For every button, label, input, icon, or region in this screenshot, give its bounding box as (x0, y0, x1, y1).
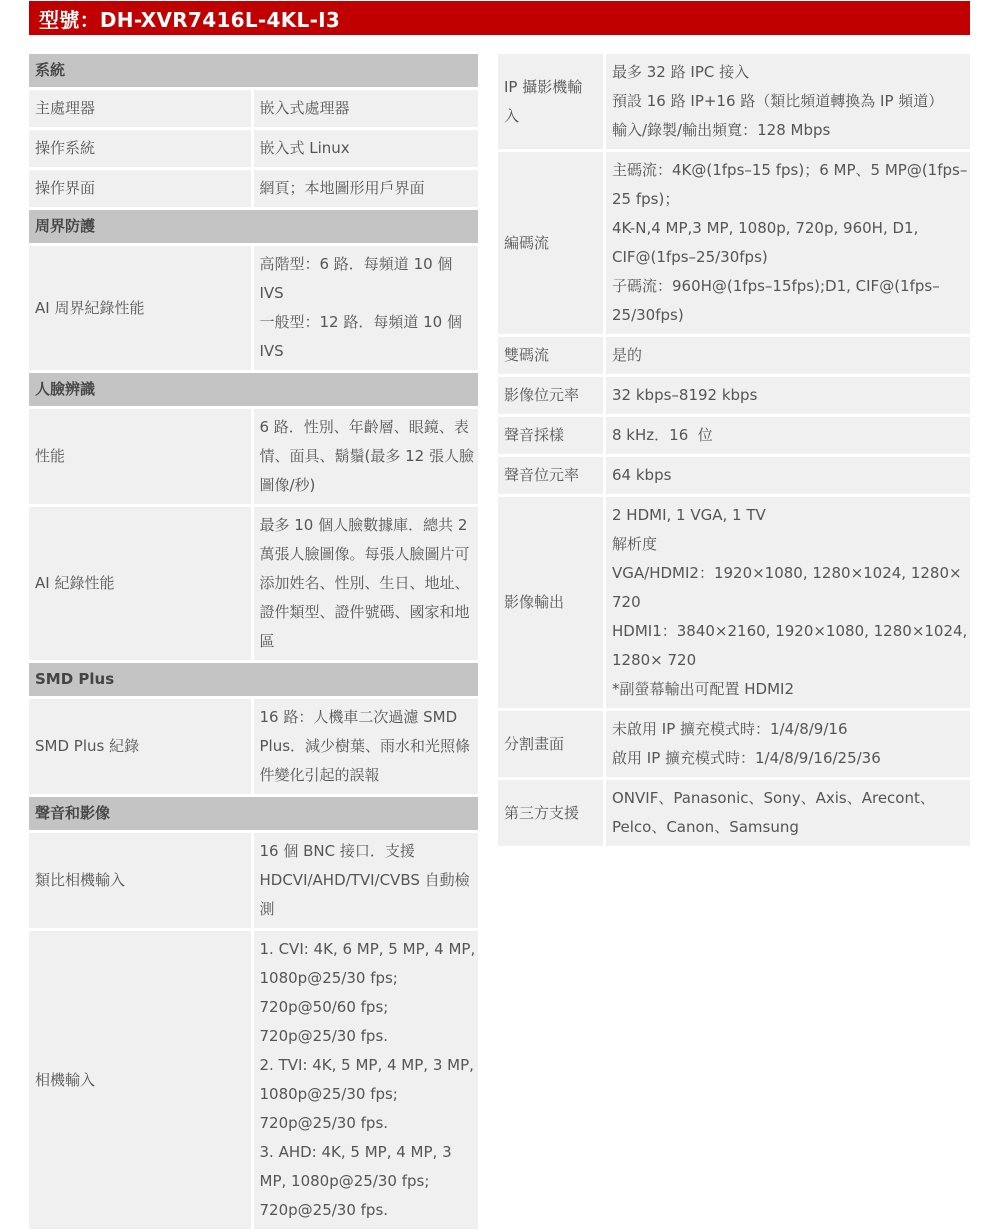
spec-row (29, 833, 478, 928)
spec-value-line: 啟用 IP 擴充模式時：1/4/8/9/16/25/36 (612, 749, 881, 767)
spec-value-line: 最多 32 路 IPC 接入 (612, 63, 750, 81)
spec-value (606, 377, 970, 414)
spec-table-left (29, 54, 478, 1232)
spec-value-line: 高階型：6 路．每頻道 10 個 IVS (259, 255, 458, 302)
spec-value (254, 90, 479, 127)
spec-value-line: ONVIF、Panasonic、Sony、Axis、Arecont、Pelco、Canon、Samsung (612, 789, 935, 836)
section-header (29, 373, 478, 406)
spec-value-line: 16 個 BNC 接口．支援 (259, 842, 415, 860)
spec-label: 聲音採樣 (498, 417, 606, 454)
spec-value-line: 一般型：12 路．每頻道 10 個 IVS (259, 313, 467, 360)
spec-value-line: 16 路：人機車二次過濾 SMD Plus．減少樹葉、雨水和光照條件變化引起的誤報 (259, 708, 471, 784)
spec-row (498, 152, 970, 334)
spec-table-right-body (498, 54, 973, 846)
section-header (29, 210, 478, 243)
model-title: 型號：DH-XVR7416L-4KL-I3 (39, 7, 341, 32)
spec-value (606, 337, 970, 374)
spec-value (254, 170, 479, 207)
spec-row (498, 497, 970, 708)
spec-value-line: 1. CVI: 4K, 6 MP, 5 MP, 4 MP, 1080p@25/30 fps; 720p@50/60 fps; 720p@25/30 fps. (259, 940, 480, 1045)
spec-value-line: 子碼流：960H@(1fps–15fps);D1, CIF@(1fps–25/30fps) (612, 277, 940, 324)
spec-label: AI 周界紀錄性能 (29, 246, 254, 370)
spec-value (254, 699, 479, 794)
spec-value (254, 130, 479, 167)
spec-value-line: 6 路．性別、年齡層、眼鏡、表情、面具、鬍鬚(最多 12 張人臉圖像/秒) (259, 418, 474, 494)
spec-value-line: *副螢幕輸出可配置 HDMI2 (612, 680, 795, 698)
spec-value (254, 409, 479, 504)
spec-row (498, 417, 970, 454)
spec-row (29, 130, 478, 167)
spec-value-line: 是的 (612, 346, 643, 364)
spec-label: 相機輸入 (29, 931, 254, 1229)
spec-value (606, 417, 970, 454)
spec-row (498, 780, 970, 846)
spec-value-line: 解析度 (612, 535, 658, 553)
spec-label: 聲音位元率 (498, 457, 606, 494)
spec-table-right (498, 54, 973, 849)
spec-label: 主處理器 (29, 90, 254, 127)
spec-row (29, 90, 478, 127)
section-title: 人臉辨識 (29, 373, 478, 406)
spec-value-line: 2 HDMI, 1 VGA, 1 TV (612, 506, 766, 524)
spec-value-line: HDCVI/AHD/TVI/CVBS 自動檢測 (259, 871, 470, 918)
spec-table-left-body (29, 54, 478, 1229)
spec-label: 影像輸出 (498, 497, 606, 708)
spec-value-line: 32 kbps–8192 kbps (612, 386, 758, 404)
spec-label: AI 紀錄性能 (29, 507, 254, 660)
spec-row (29, 170, 478, 207)
section-title: SMD Plus (29, 663, 478, 696)
spec-label: 性能 (29, 409, 254, 504)
spec-label: 操作系統 (29, 130, 254, 167)
spec-row (29, 699, 478, 794)
spec-value-line: 2. TVI: 4K, 5 MP, 4 MP, 3 MP, 1080p@25/30 fps; 720p@25/30 fps. (259, 1056, 479, 1132)
spec-row (29, 507, 478, 660)
spec-label: 分割畫面 (498, 711, 606, 777)
spec-value-line: 最多 10 個人臉數據庫．總共 2 萬張人臉圖像。每張人臉圖片可添加姓名、性別、生日、地址、證件類型、證件號碼、國家和地區 (259, 516, 473, 650)
spec-value-line: 預設 16 路 IP+16 路（類比頻道轉換為 IP 頻道） (612, 92, 944, 110)
spec-label: IP 攝影機輸入 (498, 54, 606, 149)
spec-label: 編碼流 (498, 152, 606, 334)
spec-value-line: 主碼流：4K@(1fps–15 fps)；6 MP、5 MP@(1fps–25 fps)； (612, 161, 968, 208)
spec-value (254, 931, 479, 1229)
spec-row (29, 931, 478, 1229)
spec-value-line: 4K-N,4 MP,3 MP, 1080p, 720p, 960H, D1, CIF@(1fps–25/30fps) (612, 219, 924, 266)
spec-value (606, 497, 973, 708)
spec-value (606, 54, 970, 149)
spec-value (606, 780, 970, 846)
spec-label: 雙碼流 (498, 337, 606, 374)
spec-row (29, 246, 478, 370)
spec-label: 操作界面 (29, 170, 254, 207)
spec-value-line: VGA/HDMI2：1920×1080, 1280×1024, 1280× 720 (612, 564, 967, 611)
spec-row (498, 457, 970, 494)
spec-row (498, 54, 970, 149)
spec-label: 第三方支援 (498, 780, 606, 846)
spec-value-line: 8 kHz．16 位 (612, 426, 713, 444)
spec-value-line: 輸入/錄製/輸出頻寬：128 Mbps (612, 121, 831, 139)
spec-value-line: 3. AHD: 4K, 5 MP, 4 MP, 3 MP, 1080p@25/30 fps; 720p@25/30 fps. (259, 1143, 457, 1219)
section-title: 系統 (29, 54, 478, 87)
model-title-banner (29, 1, 970, 35)
section-title: 周界防護 (29, 210, 478, 243)
spec-value-line: HDMI1：3840×2160, 1920×1080, 1280×1024, 1280× 720 (612, 622, 973, 669)
spec-label: 類比相機輸入 (29, 833, 254, 928)
spec-value-line: 嵌入式 Linux (259, 139, 350, 157)
spec-label: 影像位元率 (498, 377, 606, 414)
spec-value-line: 嵌入式處理器 (259, 99, 350, 117)
section-header (29, 54, 478, 87)
section-header (29, 663, 478, 696)
spec-value-line: 網頁；本地圖形用戶界面 (259, 179, 425, 197)
spec-value (606, 711, 970, 777)
spec-value-line: 未啟用 IP 擴充模式時：1/4/8/9/16 (612, 720, 848, 738)
spec-value (254, 833, 479, 928)
spec-value (606, 152, 970, 334)
section-title: 聲音和影像 (29, 797, 478, 830)
spec-value (254, 507, 479, 660)
spec-row (29, 409, 478, 504)
spec-row (498, 711, 970, 777)
spec-label: SMD Plus 紀錄 (29, 699, 254, 794)
spec-value-line: 64 kbps (612, 466, 672, 484)
spec-value (606, 457, 970, 494)
section-header (29, 797, 478, 830)
spec-value (254, 246, 479, 370)
spec-row (498, 337, 970, 374)
spec-row (498, 377, 970, 414)
